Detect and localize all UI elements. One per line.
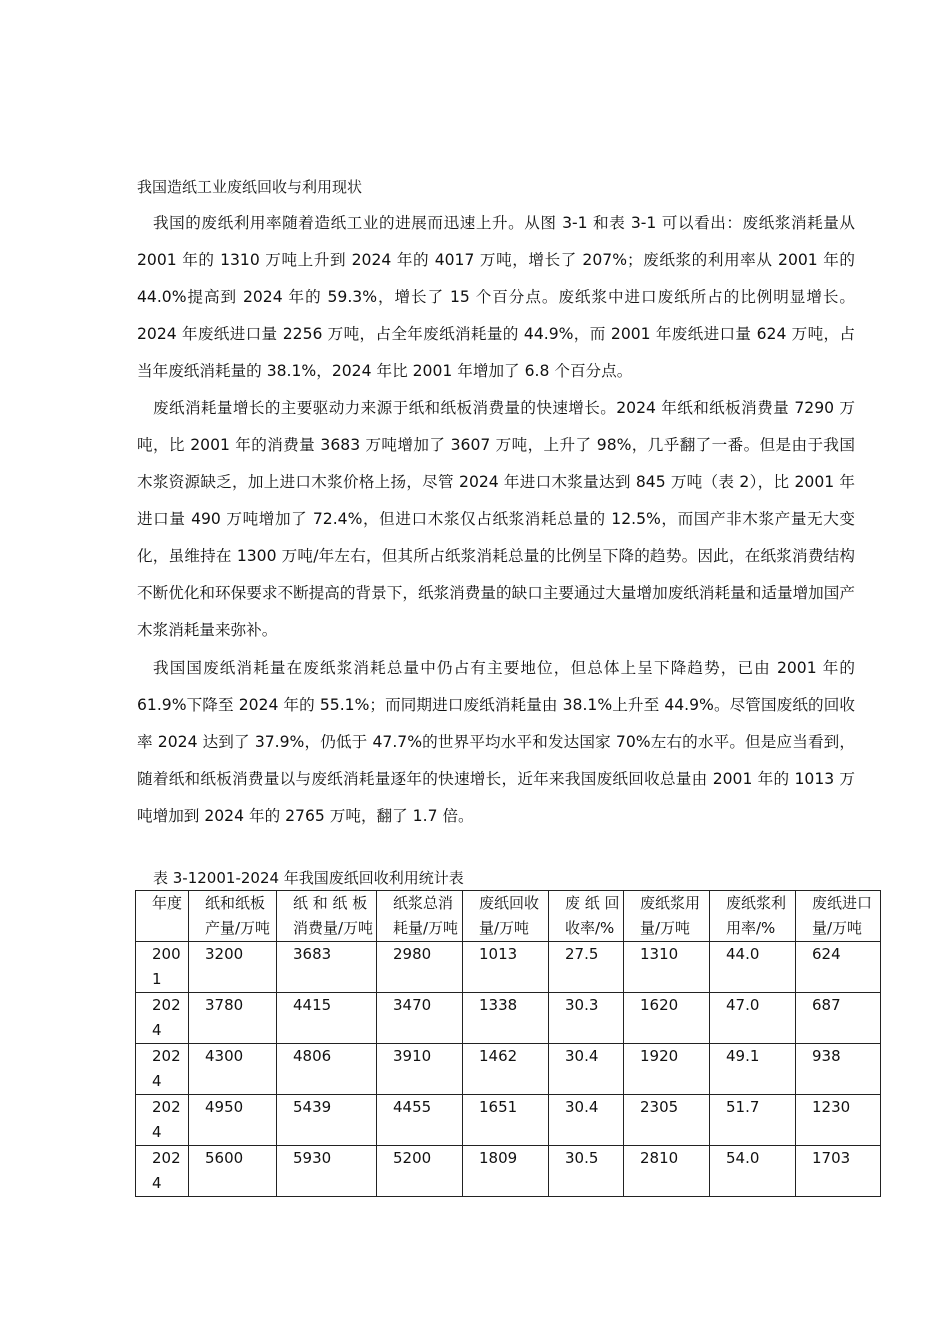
cell-value: 1230: [812, 1098, 851, 1116]
table-cell: [710, 1044, 796, 1095]
table-cell: [136, 942, 189, 993]
cell-value: 2024: [152, 1047, 181, 1090]
paragraph-1: 我国的废纸利用率随着造纸工业的进展而迅速上升。从图 3-1 和表 3-1 可以看出：废纸浆消耗量从 2001 年的 1310 万吨上升到 2024 年的 4017 万吨，增长了 207%；废纸浆的利用率从 2001 年的 44.0%提高到 2024 年的 59.3%，增长了 15 个百分点。废纸浆中进口废纸所占的比例明显增长。2024 年废纸进口量 2256 万吨，占全年废纸消耗量的 44.9%，而 2001 年废纸进口量 624 万吨，占当年废纸消耗量的 38.1%，2024 年比 2001 年增加了 6.8 个百分点。: [137, 214, 855, 380]
table-row: [136, 993, 881, 1044]
table-cell: [136, 1044, 189, 1095]
table-cell: [710, 1095, 796, 1146]
table-cell: [189, 1044, 277, 1095]
table-row: [136, 1146, 881, 1197]
cell-value: 4455: [393, 1098, 432, 1116]
cell-value: 1013: [479, 945, 518, 963]
cell-value: 44.0: [726, 945, 760, 963]
cell-value: 1809: [479, 1149, 518, 1167]
table-cell: [624, 1044, 710, 1095]
cell-value: 1338: [479, 996, 518, 1014]
cell-value: 5600: [205, 1149, 244, 1167]
cell-value: 1310: [640, 945, 679, 963]
cell-value: 3683: [293, 945, 332, 963]
table-cell: [463, 1095, 549, 1146]
cell-value: 3470: [393, 996, 432, 1014]
table-cell: [189, 942, 277, 993]
cell-value: 30.4: [565, 1098, 599, 1116]
header-recovery-volume: [463, 891, 549, 942]
table-cell: [136, 993, 189, 1044]
cell-value: 5200: [393, 1149, 432, 1167]
header-label: 废纸浆用量/万吨: [640, 894, 701, 937]
cell-value: 5439: [293, 1098, 332, 1116]
table-cell: [796, 1146, 881, 1197]
cell-value: 1462: [479, 1047, 518, 1065]
cell-value: 4806: [293, 1047, 332, 1065]
cell-value: 30.4: [565, 1047, 599, 1065]
header-label: 年度: [152, 894, 183, 912]
table-header-row: [136, 891, 881, 942]
header-year: [136, 891, 189, 942]
table-caption: 表 3-12001-2024 年我国废纸回收利用统计表: [153, 869, 464, 887]
table-cell: [377, 1095, 463, 1146]
table-cell: [710, 942, 796, 993]
document-title: 我国造纸工业废纸回收与利用现状: [137, 178, 363, 196]
table-cell: [463, 993, 549, 1044]
table-cell: [549, 993, 624, 1044]
table-cell: [377, 1044, 463, 1095]
table-cell: [277, 1095, 377, 1146]
cell-value: 30.5: [565, 1149, 599, 1167]
table-cell: [189, 1146, 277, 1197]
cell-value: 3200: [205, 945, 244, 963]
header-pulp-consumption: [377, 891, 463, 942]
table-cell: [624, 942, 710, 993]
cell-value: 3910: [393, 1047, 432, 1065]
header-label: 纸浆总消耗量/万吨: [393, 894, 459, 937]
table-cell: [796, 942, 881, 993]
table-cell: [549, 1146, 624, 1197]
cell-value: 2305: [640, 1098, 679, 1116]
table-cell: [624, 1095, 710, 1146]
cell-value: 1703: [812, 1149, 851, 1167]
cell-value: 2024: [152, 996, 181, 1039]
header-label: 废 纸 回收率/%: [565, 894, 620, 937]
header-import-volume: [796, 891, 881, 942]
cell-value: 1651: [479, 1098, 518, 1116]
table-cell: [136, 1146, 189, 1197]
table-cell: [277, 1146, 377, 1197]
cell-value: 4950: [205, 1098, 244, 1116]
table-cell: [189, 993, 277, 1044]
cell-value: 624: [812, 945, 841, 963]
cell-value: 1920: [640, 1047, 679, 1065]
cell-value: 51.7: [726, 1098, 760, 1116]
statistics-table: [135, 890, 881, 1197]
cell-value: 54.0: [726, 1149, 760, 1167]
table-cell: [796, 993, 881, 1044]
table-cell: [463, 942, 549, 993]
cell-value: 3780: [205, 996, 244, 1014]
table-cell: [624, 1146, 710, 1197]
table-cell: [710, 993, 796, 1044]
cell-value: 5930: [293, 1149, 332, 1167]
header-waste-pulp-usage: [624, 891, 710, 942]
header-label: 废纸进口量/万吨: [812, 894, 873, 937]
paragraph-3: 我国国废纸消耗量在废纸浆消耗总量中仍占有主要地位，但总体上呈下降趋势，已由 2001 年的 61.9%下降至 2024 年的 55.1%；而同期进口废纸消耗量由 38.1%上升至 44.9%。尽管国废纸的回收率 2024 达到了 37.9%，仍低于 47.7%的世界平均水平和发达国家 70%左右的水平。但是应当看到，随着纸和纸板消费量以与废纸消耗量逐年的快速增长，近年来我国废纸回收总量由 2001 年的 1013 万吨增加到 2024 年的 2765 万吨，翻了 1.7 倍。: [137, 659, 855, 825]
cell-value: 27.5: [565, 945, 599, 963]
table-cell: [277, 993, 377, 1044]
table-cell: [136, 1095, 189, 1146]
table-cell: [549, 1095, 624, 1146]
table-cell: [189, 1095, 277, 1146]
table-cell: [377, 942, 463, 993]
header-production: [189, 891, 277, 942]
table-cell: [463, 1044, 549, 1095]
cell-value: 30.3: [565, 996, 599, 1014]
header-waste-pulp-rate: [710, 891, 796, 942]
cell-value: 2810: [640, 1149, 679, 1167]
table-cell: [377, 993, 463, 1044]
cell-value: 49.1: [726, 1047, 760, 1065]
header-consumption: [277, 891, 377, 942]
paragraph-2: 废纸消耗量增长的主要驱动力来源于纸和纸板消费量的快速增长。2024 年纸和纸板消费量 7290 万吨，比 2001 年的消费量 3683 万吨增加了 3607 万吨，上升了 98%，几乎翻了一番。但是由于我国木浆资源缺乏，加上进口木浆价格上扬，尽管 2024 年进口木浆量达到 845 万吨（表 2），比 2001 年进口量 490 万吨增加了 72.4%，但进口木浆仅占纸浆消耗总量的 12.5%，而国产非木浆产量无大变化，虽维持在 1300 万吨/年左右，但其所占纸浆消耗总量的比例呈下降的趋势。因此，在纸浆消费结构不断优化和环保要求不断提高的背景下，纸浆消费量的缺口主要通过大量增加废纸消耗量和适量增加国产木浆消耗量来弥补。: [137, 399, 855, 639]
table-cell: [710, 1146, 796, 1197]
cell-value: 1620: [640, 996, 679, 1014]
table-cell: [796, 1095, 881, 1146]
header-label: 废纸浆利用率/%: [726, 894, 787, 937]
cell-value: 2024: [152, 1149, 181, 1192]
cell-value: 938: [812, 1047, 841, 1065]
header-label: 纸 和 纸 板消费量/万吨: [293, 894, 374, 937]
table-row: [136, 1095, 881, 1146]
table-row: [136, 1044, 881, 1095]
table-cell: [277, 1044, 377, 1095]
table-cell: [463, 1146, 549, 1197]
table-cell: [796, 1044, 881, 1095]
cell-value: 2001: [152, 945, 181, 988]
cell-value: 47.0: [726, 996, 760, 1014]
table-cell: [377, 1146, 463, 1197]
cell-value: 4415: [293, 996, 332, 1014]
table-row: [136, 942, 881, 993]
cell-value: 2024: [152, 1098, 181, 1141]
table-cell: [624, 993, 710, 1044]
table-cell: [549, 942, 624, 993]
header-label: 废纸回收量/万吨: [479, 894, 540, 937]
table-cell: [549, 1044, 624, 1095]
header-recovery-rate: [549, 891, 624, 942]
table-cell: [277, 942, 377, 993]
cell-value: 2980: [393, 945, 432, 963]
header-label: 纸和纸板产量/万吨: [205, 894, 271, 937]
cell-value: 687: [812, 996, 841, 1014]
cell-value: 4300: [205, 1047, 244, 1065]
